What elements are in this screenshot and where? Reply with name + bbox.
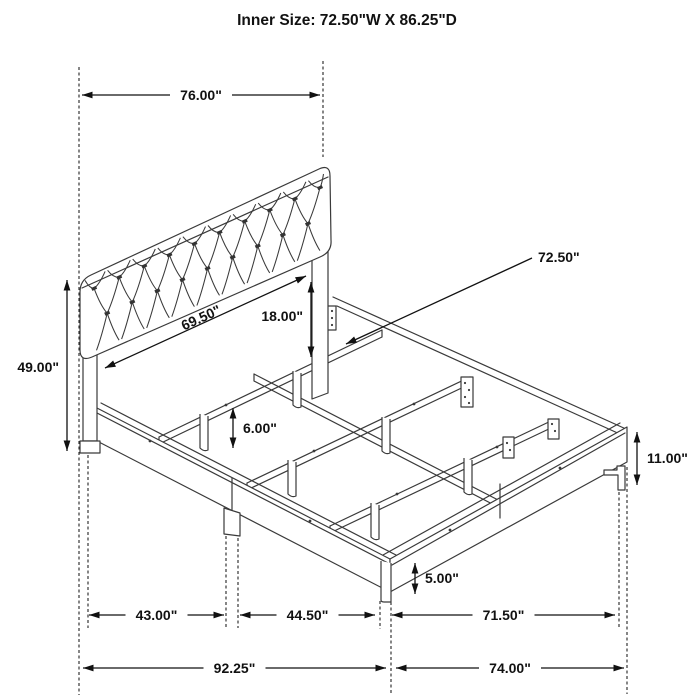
dim-label-center-leg-height: 5.00" <box>425 570 459 586</box>
side-rail-center-leg <box>224 508 240 536</box>
dim-label-frame-side-height: 11.00" <box>647 450 688 466</box>
dim-label-overall-depth-bottom: 92.25" <box>213 660 256 676</box>
extension-lines <box>79 61 627 695</box>
dim-label-headboard-panel-width: 69.50" <box>178 301 224 334</box>
dim-label-base-span-mid: 44.50" <box>286 607 329 623</box>
diagram-title: Inner Size: 72.50"W X 86.25"D <box>237 12 457 29</box>
headboard-left-post <box>83 353 97 441</box>
far-side-rail <box>333 297 626 435</box>
dim-label-headboard-panel-drop: 18.00" <box>261 308 303 324</box>
right-corner-leg <box>604 466 625 490</box>
dim-label-base-span-left: 43.00" <box>135 607 178 623</box>
dim-label-headboard-height: 49.00" <box>17 359 59 375</box>
dim-label-overall-width-bottom: 74.00" <box>489 660 531 676</box>
dim-label-base-span-right: 71.50" <box>482 607 525 623</box>
dimension-annotations <box>17 87 688 676</box>
dim-label-inner-slat-width: 72.50" <box>538 249 580 265</box>
headboard-panel <box>80 168 331 359</box>
headboard-right-post <box>312 247 328 399</box>
front-corner-leg <box>381 561 391 602</box>
dim-label-overall-width-top: 76.00" <box>180 87 222 103</box>
dim-label-slat-leg-height: 6.00" <box>243 420 277 436</box>
headboard-left-foot <box>80 441 100 453</box>
bracket-plates <box>322 306 559 458</box>
bed-frame <box>80 168 627 602</box>
